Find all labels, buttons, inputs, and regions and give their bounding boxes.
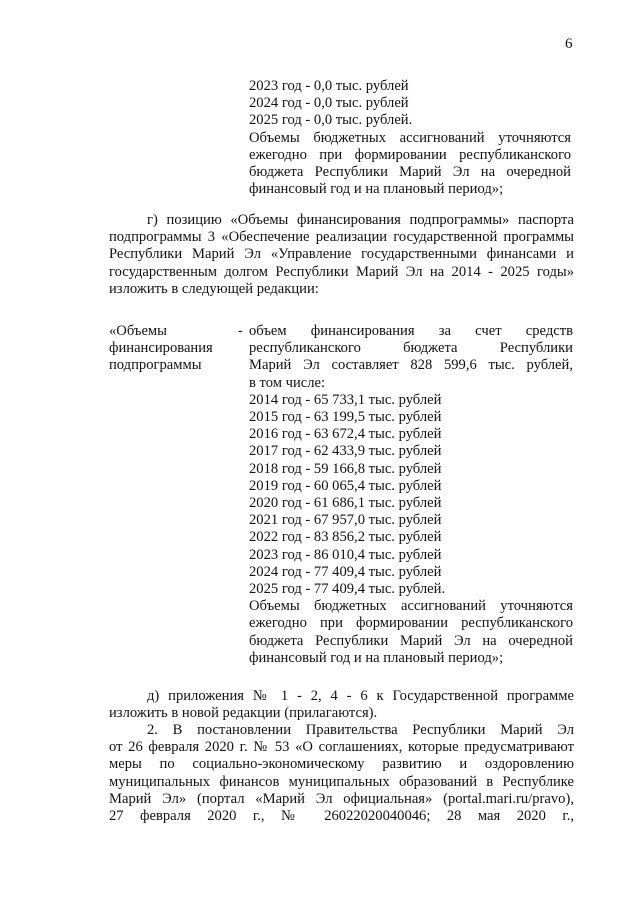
paragraph-line: 27 февраля 2020 г., № 26022020040046; 28 мая 2020 г., [109, 808, 574, 825]
note-line: бюджета Республики Марий Эл на очередной [249, 164, 571, 181]
year-line: 2025 год - 0,0 тыс. рублей. [249, 112, 413, 129]
page-number: 6 [565, 36, 573, 52]
note-line: финансовый год и на плановый период»; [249, 649, 504, 666]
year-line: 2021 год - 67 957,0 тыс. рублей [249, 512, 442, 529]
note-line: ежегодно при формировании республиканского [249, 615, 573, 632]
paragraph-2 [109, 722, 574, 825]
year-line: 2019 год - 60 065,4 тыс. рублей [249, 477, 442, 494]
table-label-cell [109, 323, 237, 375]
year-line: 2017 год - 62 433,9 тыс. рублей [249, 443, 442, 460]
year-line: 2014 год - 65 733,1 тыс. рублей [249, 391, 442, 408]
paragraph-line: меры по социально-экономическому развитию и оздоровлению [109, 756, 574, 773]
value-line: Марий Эл составляет 828 599,6 тыс. рублей, [249, 357, 573, 374]
value-line: объем финансирования за счет средств [249, 323, 573, 339]
year-line: 2020 год - 61 686,1 тыс. рублей [249, 495, 442, 512]
year-line: 2023 год - 86 010,4 тыс. рублей [249, 546, 442, 563]
note-line: Объемы бюджетных ассигнований уточняются [249, 129, 571, 146]
paragraph-line: д) приложения № 1 - 2, 4 - 6 к Государственной программе [147, 688, 574, 704]
paragraph-line: муниципальных финансов муниципальных образований в Республике [109, 773, 574, 790]
paragraph-line: от 26 февраля 2020 г. № 53 «О соглашениях, которые предусматривают [109, 739, 574, 756]
value-line: в том числе: [249, 374, 326, 391]
year-line: 2024 год - 77 409,4 тыс. рублей [249, 563, 442, 580]
year-line: 2023 год - 0,0 тыс. рублей [249, 78, 409, 94]
value-line: республиканского бюджета Республики [249, 340, 573, 357]
year-line: 2016 год - 63 672,4 тыс. рублей [249, 426, 442, 443]
paragraph-d [109, 688, 574, 722]
paragraph-line: изложить в новой редакции (прилагаются). [109, 705, 378, 722]
table-value-cell [249, 323, 573, 667]
note-line: ежегодно при формировании республиканского [249, 146, 571, 163]
year-line: 2025 год - 77 409,4 тыс. рублей. [249, 581, 446, 598]
paragraph-line: изложить в следующей редакции: [109, 280, 319, 297]
note-line: финансовый год и на плановый период»; [249, 181, 504, 198]
year-line: 2018 год - 59 166,8 тыс. рублей [249, 460, 442, 477]
label-line: подпрограммы [109, 357, 202, 374]
year-line: 2015 год - 63 199,5 тыс. рублей [249, 409, 442, 426]
paragraph-line: подпрограммы 3 «Обеспечение реализации государственной программы [109, 229, 574, 246]
note-line: Объемы бюджетных ассигнований уточняются [249, 598, 573, 615]
paragraph-g [109, 212, 574, 298]
paragraph-line: Республики Марий Эл «Управление государственными финансами и [109, 246, 574, 263]
funding-continuation-block [249, 78, 571, 198]
subprogram-funding-table [109, 323, 574, 673]
note-line: бюджета Республики Марий Эл на очередной [249, 632, 573, 649]
paragraph-line: государственным долгом Республики Марий Эл на 2014 - 2025 годы» [109, 263, 574, 280]
paragraph-line: 2. В постановлении Правительства Республики Марий Эл [147, 722, 574, 738]
label-line: «Объемы [109, 323, 167, 339]
paragraph-line: г) позицию «Объемы финансирования подпрограммы» паспорта [147, 212, 574, 228]
year-line: 2024 год - 0,0 тыс. рублей [249, 95, 409, 112]
paragraph-line: Марий Эл» (портал «Марий Эл официальная» (portal.mari.ru/pravo), [109, 790, 574, 807]
year-line: 2022 год - 83 856,2 тыс. рублей [249, 529, 442, 546]
label-dash: - [238, 323, 243, 339]
label-line: финансирования [109, 340, 213, 357]
